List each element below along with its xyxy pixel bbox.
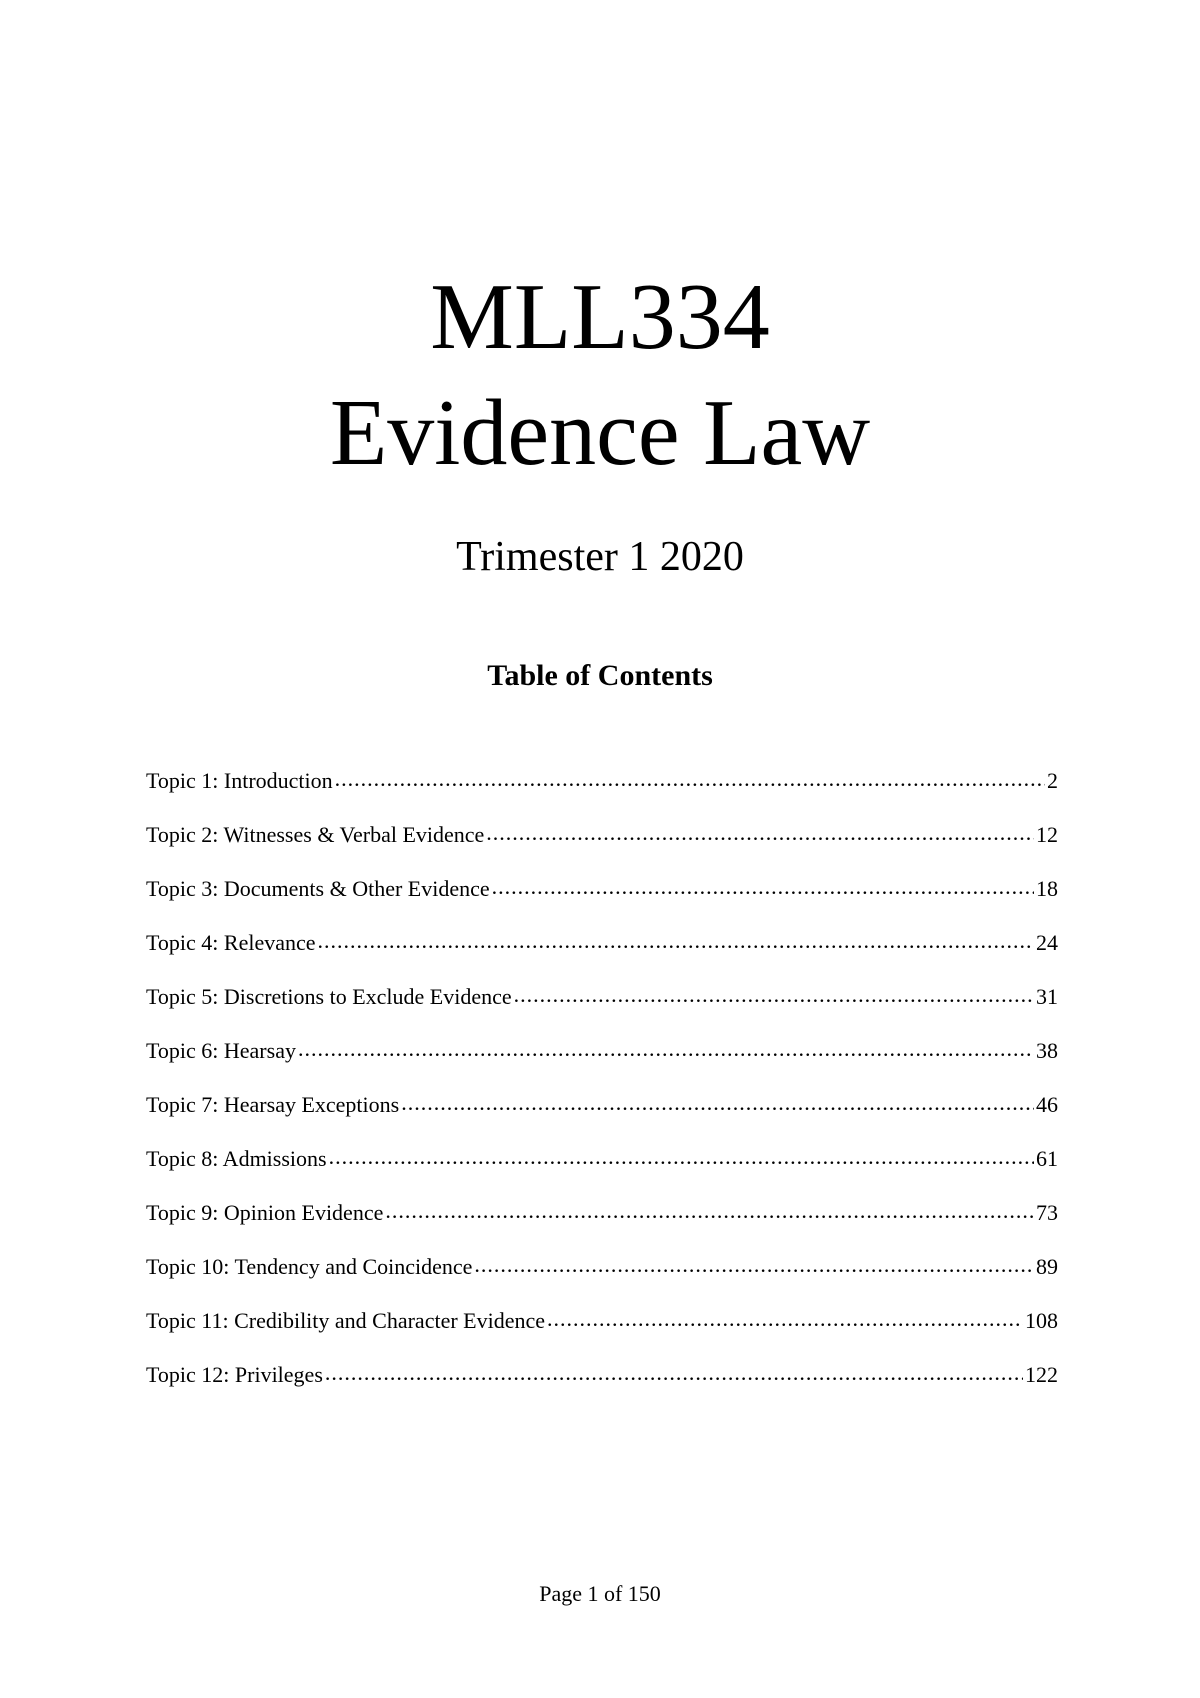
toc-entry-title: Topic 6: Hearsay [146, 1038, 296, 1063]
toc-entry-title: Topic 4: Relevance [146, 930, 316, 955]
toc-entry-page: 122 [1025, 1362, 1058, 1387]
toc-entry[interactable] [146, 766, 1058, 820]
toc-dot-leader [514, 980, 1034, 1010]
toc-entry[interactable] [146, 1306, 1058, 1360]
toc-entry-page: 2 [1047, 768, 1058, 793]
toc-dot-leader [385, 1196, 1034, 1226]
toc-entry-title: Topic 5: Discretions to Exclude Evidence [146, 984, 512, 1009]
table-of-contents [146, 766, 1058, 1414]
toc-heading: Table of Contents [487, 659, 713, 692]
toc-entry-page: 38 [1036, 1038, 1058, 1063]
toc-entry[interactable] [146, 982, 1058, 1036]
toc-entry[interactable] [146, 1252, 1058, 1306]
toc-entry[interactable] [146, 874, 1058, 928]
toc-dot-leader [318, 926, 1034, 956]
term-label: Trimester 1 2020 [456, 534, 744, 580]
toc-dot-leader [486, 818, 1034, 848]
toc-entry[interactable] [146, 928, 1058, 982]
toc-dot-leader [325, 1358, 1023, 1388]
toc-entry-page: 24 [1036, 930, 1058, 955]
toc-entry-title: Topic 10: Tendency and Coincidence [146, 1254, 473, 1279]
toc-entry-title: Topic 11: Credibility and Character Evidence [146, 1308, 546, 1333]
course-code: MLL334 [430, 265, 770, 369]
toc-dot-leader [329, 1142, 1034, 1172]
toc-dot-leader [401, 1088, 1034, 1118]
toc-entry[interactable] [146, 820, 1058, 874]
page-footer: Page 1 of 150 [539, 1581, 661, 1606]
toc-entry-title: Topic 3: Documents & Other Evidence [146, 876, 490, 901]
toc-entry[interactable] [146, 1144, 1058, 1198]
toc-entry-page: 89 [1036, 1254, 1058, 1279]
toc-dot-leader [298, 1034, 1034, 1064]
toc-entry-page: 46 [1036, 1092, 1058, 1117]
toc-entry-page: 73 [1036, 1200, 1058, 1225]
toc-dot-leader [492, 872, 1034, 902]
toc-entry-title: Topic 12: Privileges [146, 1362, 323, 1387]
toc-entry[interactable] [146, 1198, 1058, 1252]
toc-entry-title: Topic 2: Witnesses & Verbal Evidence [146, 822, 485, 847]
toc-dot-leader [547, 1304, 1023, 1334]
toc-entry-title: Topic 8: Admissions [146, 1146, 327, 1171]
toc-entry-title: Topic 9: Opinion Evidence [146, 1200, 384, 1225]
toc-entry-page: 31 [1036, 984, 1058, 1009]
toc-entry[interactable] [146, 1360, 1058, 1414]
course-name: Evidence Law [329, 381, 871, 485]
toc-entry[interactable] [146, 1090, 1058, 1144]
toc-entry-page: 12 [1036, 822, 1058, 847]
toc-entry-title: Topic 1: Introduction [146, 768, 333, 793]
toc-entry-page: 108 [1025, 1308, 1058, 1333]
toc-entry[interactable] [146, 1036, 1058, 1090]
toc-entry-title: Topic 7: Hearsay Exceptions [146, 1092, 400, 1117]
toc-dot-leader [474, 1250, 1034, 1280]
toc-entry-page: 18 [1036, 876, 1058, 901]
toc-dot-leader [335, 764, 1045, 794]
toc-entry-page: 61 [1036, 1146, 1058, 1171]
